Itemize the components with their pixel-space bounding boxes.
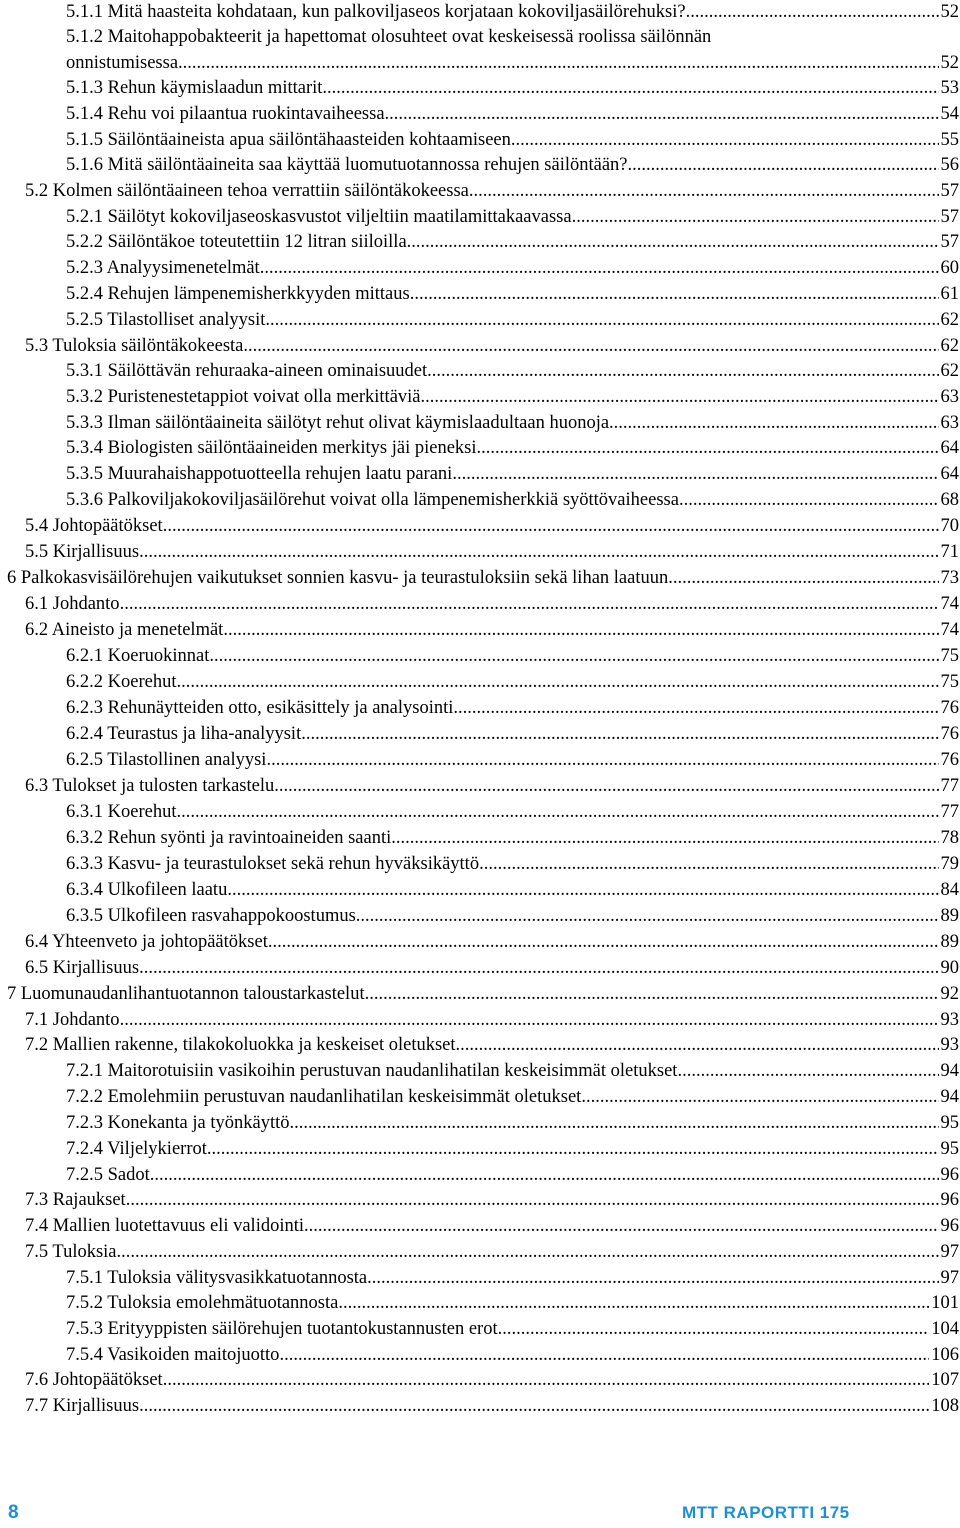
toc-entry-page: 76 xyxy=(940,698,959,718)
toc-entry-page: 74 xyxy=(940,620,959,640)
toc-entry[interactable] xyxy=(66,0,959,24)
toc-entry-title: 7 Luomunaudanlihantuotannon taloustarkastelut xyxy=(7,984,365,1004)
toc-leader xyxy=(469,179,939,203)
toc-leader xyxy=(266,748,938,772)
toc-leader xyxy=(126,1188,939,1212)
toc-entry-page: 95 xyxy=(940,1113,959,1133)
toc-entry-title[interactable]: 5.1.2 Maitohappobakteerit ja hapettomat olosuhteet ovat keskeisessä roolissa säilönnän xyxy=(66,27,712,47)
toc-entry-page: 76 xyxy=(940,750,959,770)
toc-entry-title: 5.2.1 Säilötyt kokoviljaseoskasvustot viljeltiin maatilamittakaavassa xyxy=(66,207,572,227)
toc-entry[interactable] xyxy=(66,670,959,694)
toc-entry[interactable] xyxy=(25,334,959,358)
toc-leader xyxy=(686,0,939,24)
toc-entry[interactable] xyxy=(25,540,959,564)
toc-entry[interactable] xyxy=(25,1008,959,1032)
toc-entry-page: 64 xyxy=(940,438,959,458)
toc-leader xyxy=(301,722,938,746)
toc-entry-page: 57 xyxy=(940,232,959,252)
toc-entry-page: 56 xyxy=(940,155,959,175)
toc-entry-title: 6.3.3 Kasvu- ja teurastulokset sekä rehun hyväksikäyttö xyxy=(66,854,480,874)
toc-entry-page: 61 xyxy=(940,284,959,304)
toc-entry-page: 73 xyxy=(940,568,959,588)
toc-entry-page: 63 xyxy=(940,413,959,433)
footer-page-number: 8 xyxy=(8,1502,19,1523)
toc-entry-page: 70 xyxy=(940,516,959,536)
toc-entry[interactable] xyxy=(66,644,959,668)
toc-entry-title: 5.3.2 Puristenestetappiot voivat olla merkittäviä xyxy=(66,387,421,407)
toc-entry-page: 95 xyxy=(940,1139,959,1159)
toc-leader xyxy=(581,1085,938,1109)
toc-leader xyxy=(385,102,939,126)
toc-entry-title: 5.3.5 Muurahaishappotuotteella rehujen laatu parani xyxy=(66,464,453,484)
toc-entry[interactable] xyxy=(66,1343,959,1367)
toc-entry-page: 54 xyxy=(940,104,959,124)
toc-entry-page: 62 xyxy=(940,310,959,330)
toc-leader xyxy=(227,878,938,902)
toc-entry-title: 6.3.4 Ulkofileen laatu xyxy=(66,880,228,900)
toc-entry[interactable] xyxy=(66,205,959,229)
toc-entry-title: 7.5 Tuloksia xyxy=(25,1242,117,1262)
toc-entry[interactable] xyxy=(66,1085,959,1109)
toc-entry-page: 96 xyxy=(940,1165,959,1185)
toc-entry[interactable] xyxy=(25,1033,959,1057)
toc-entry[interactable] xyxy=(66,385,959,409)
toc-leader xyxy=(679,488,939,512)
toc-leader xyxy=(268,930,939,954)
toc-leader xyxy=(609,411,938,435)
toc-entry-page: 62 xyxy=(940,336,959,356)
toc-entry[interactable] xyxy=(25,618,959,642)
toc-entry[interactable] xyxy=(66,128,959,152)
toc-leader xyxy=(498,1317,930,1341)
toc-entry[interactable] xyxy=(25,1394,959,1418)
toc-leader xyxy=(163,514,939,538)
toc-entry-title: 5.1.5 Säilöntäaineista apua säilöntähaasteiden kohtaamiseen xyxy=(66,130,511,150)
toc-entry-title: 7.5.2 Tuloksia emolehmätuotannosta xyxy=(66,1293,339,1313)
toc-entry-title: 5.1.1 Mitä haasteita kohdataan, kun palkoviljaseos korjataan kokoviljasäilörehuksi? xyxy=(66,2,686,22)
toc-leader xyxy=(322,76,938,100)
toc-entry-page: 96 xyxy=(940,1190,959,1210)
footer-series-title: MTT RAPORTTI 175 xyxy=(682,1503,850,1522)
toc-entry-page: 89 xyxy=(940,906,959,926)
toc-entry-title: 5.4 Johtopäätökset xyxy=(25,516,163,536)
toc-entry[interactable] xyxy=(66,436,959,460)
toc-entry-page: 89 xyxy=(940,932,959,952)
toc-leader xyxy=(427,359,938,383)
toc-entry[interactable] xyxy=(25,179,959,203)
toc-entry[interactable] xyxy=(66,256,959,280)
toc-leader xyxy=(207,1137,939,1161)
toc-entry-page: 68 xyxy=(940,490,959,510)
toc-entry[interactable] xyxy=(66,488,959,512)
toc-leader xyxy=(139,540,938,564)
toc-entry-title: 7.5.1 Tuloksia välitysvasikkatuotannosta xyxy=(66,1268,368,1288)
toc-entry-page: 52 xyxy=(940,53,959,73)
toc-leader xyxy=(139,1394,929,1418)
toc-entry-page: 52 xyxy=(940,2,959,22)
toc-leader xyxy=(367,1266,938,1290)
toc-entry-title: 5.3.4 Biologisten säilöntäaineiden merkitys jäi pieneksi xyxy=(66,438,477,458)
toc-entry-title: 5.3 Tuloksia säilöntäkokeesta xyxy=(25,336,244,356)
toc-entry[interactable] xyxy=(25,592,959,616)
toc-entry[interactable] xyxy=(25,1188,959,1212)
toc-entry-title: 6.4 Yhteenveto ja johtopäätökset xyxy=(25,932,268,952)
toc-leader xyxy=(572,205,939,229)
toc-entry-title: 5.1.6 Mitä säilöntäaineita saa käyttää luomutuotannossa rehujen säilöntään? xyxy=(66,155,628,175)
toc-leader xyxy=(274,774,938,798)
toc-entry-title: 7.2.2 Emolehmiin perustuvan naudanlihatilan keskeisimmät oletukset xyxy=(66,1087,582,1107)
toc-leader xyxy=(677,1059,938,1083)
toc-entry-page: 76 xyxy=(940,724,959,744)
toc-entry-page: 92 xyxy=(940,984,959,1004)
toc-entry[interactable] xyxy=(66,1266,959,1290)
toc-entry-title: 6.2.4 Teurastus ja liha-analyysit xyxy=(66,724,302,744)
toc-entry-title: 5.3.6 Palkoviljakokoviljasäilörehut voivat olla lämpenemisherkkiä syöttövaiheessa xyxy=(66,490,679,510)
toc-entry[interactable] xyxy=(66,696,959,720)
toc-leader xyxy=(176,670,938,694)
toc-entry[interactable] xyxy=(66,102,959,126)
toc-entry-title: 6.3.2 Rehun syönti ja ravintoaineiden saanti xyxy=(66,828,392,848)
toc-entry[interactable] xyxy=(66,852,959,876)
toc-entry-page: 94 xyxy=(940,1061,959,1081)
toc-entry-title: 5.2.5 Tilastolliset analyysit xyxy=(66,310,266,330)
toc-leader xyxy=(260,256,939,280)
toc-leader xyxy=(279,1343,929,1367)
toc-entry-title: 5.3.3 Ilman säilöntäaineita säilötyt rehut olivat käymislaadultaan huonoja xyxy=(66,413,610,433)
toc-entry-title: 6.5 Kirjallisuus xyxy=(25,958,140,978)
toc-entry[interactable] xyxy=(66,462,959,486)
toc-leader xyxy=(150,1163,939,1187)
toc-entry[interactable] xyxy=(66,826,959,850)
toc-entry-page: 79 xyxy=(940,854,959,874)
toc-entry[interactable] xyxy=(66,359,959,383)
toc-entry-page: 57 xyxy=(940,181,959,201)
toc-entry-title: 7.5.3 Erityyppisten säilörehujen tuotantokustannusten erot xyxy=(66,1319,498,1339)
toc-leader xyxy=(453,696,938,720)
toc-entry-title: 7.2.3 Konekanta ja työnkäyttö xyxy=(66,1113,290,1133)
toc-entry-title: 6 Palkokasvisäilörehujen vaikutukset sonnien kasvu- ja teurastuloksiin sekä lihan laatuun xyxy=(7,568,669,588)
toc-entry-title-continuation: onnistumisessa xyxy=(66,53,179,73)
toc-entry[interactable] xyxy=(25,1368,959,1392)
toc-entry[interactable] xyxy=(66,748,959,772)
toc-leader xyxy=(209,644,938,668)
toc-entry-page: 74 xyxy=(940,594,959,614)
toc-leader xyxy=(479,852,938,876)
toc-entry[interactable] xyxy=(66,308,959,332)
toc-entry[interactable] xyxy=(25,956,959,980)
toc-entry-title: 5.1.3 Rehun käymislaadun mittarit xyxy=(66,78,323,98)
toc-entry[interactable] xyxy=(66,1291,959,1315)
toc-entry-page: 104 xyxy=(931,1319,959,1339)
toc-leader xyxy=(163,1368,930,1392)
toc-entry[interactable] xyxy=(66,230,959,254)
toc-entry-title: 5.2.3 Analyysimenetelmät xyxy=(66,258,260,278)
toc-entry-page: 107 xyxy=(931,1370,959,1390)
toc-entry-page: 84 xyxy=(940,880,959,900)
toc-entry-title: 7.4 Mallien luotettavuus eli validointi xyxy=(25,1216,304,1236)
toc-entry[interactable] xyxy=(66,904,959,928)
toc-entry-page: 75 xyxy=(940,646,959,666)
toc-entry-page: 93 xyxy=(940,1035,959,1055)
toc-entry-title: 5.2 Kolmen säilöntäaineen tehoa verrattiin säilöntäkokeessa xyxy=(25,181,469,201)
toc-leader xyxy=(365,982,939,1006)
toc-entry-title: 6.3.1 Koerehut xyxy=(66,802,177,822)
toc-entry-title: 6.2.1 Koeruokinnat xyxy=(66,646,210,666)
toc-entry-page: 75 xyxy=(940,672,959,692)
toc-leader xyxy=(628,153,939,177)
toc-entry-title: 7.2.5 Sadot xyxy=(66,1165,150,1185)
toc-leader xyxy=(452,462,938,486)
toc-entry-page: 64 xyxy=(940,464,959,484)
toc-entry-title: 7.2.1 Maitorotuisiin vasikoihin perustuvan naudanlihatilan keskeisimmät oletukset xyxy=(66,1061,678,1081)
toc-entry-page: 94 xyxy=(940,1087,959,1107)
toc-entry-page: 77 xyxy=(940,802,959,822)
toc-entry[interactable] xyxy=(66,1137,959,1161)
toc-entry-page: 63 xyxy=(940,387,959,407)
toc-entry-title: 6.2.5 Tilastollinen analyysi xyxy=(66,750,267,770)
toc-entry-page: 55 xyxy=(940,130,959,150)
toc-entry-title: 6.2 Aineisto ja menetelmät xyxy=(25,620,224,640)
toc-entry-page: 77 xyxy=(940,776,959,796)
toc-entry-title: 5.2.2 Säilöntäkoe toteutettiin 12 litran siiloilla xyxy=(66,232,407,252)
toc-leader xyxy=(477,436,939,460)
toc-entry-page: 90 xyxy=(940,958,959,978)
toc-leader xyxy=(178,51,938,75)
toc-leader xyxy=(120,592,939,616)
toc-entry-page: 60 xyxy=(940,258,959,278)
toc-entry-title: 6.1 Johdanto xyxy=(25,594,120,614)
toc-entry[interactable] xyxy=(7,982,959,1006)
toc-leader xyxy=(338,1291,929,1315)
toc-leader xyxy=(407,230,939,254)
toc-entry-page: 96 xyxy=(940,1216,959,1236)
toc-leader xyxy=(139,956,938,980)
toc-leader xyxy=(391,826,938,850)
toc-entry[interactable] xyxy=(66,1111,959,1135)
toc-entry-title: 5.5 Kirjallisuus xyxy=(25,542,140,562)
toc-entry-page: 108 xyxy=(931,1396,959,1416)
toc-entry-title: 6.2.3 Rehunäytteiden otto, esikäsittely ja analysointi xyxy=(66,698,454,718)
toc-entry[interactable] xyxy=(7,566,959,590)
toc-entry[interactable] xyxy=(66,1317,959,1341)
toc-entry-page: 97 xyxy=(940,1268,959,1288)
toc-entry[interactable] xyxy=(25,930,959,954)
toc-entry-title: 6.2.2 Koerehut xyxy=(66,672,177,692)
toc-entry[interactable] xyxy=(66,722,959,746)
toc-entry-title: 7.1 Johdanto xyxy=(25,1010,120,1030)
toc-leader xyxy=(511,128,939,152)
toc-entry-title: 5.3.1 Säilöttävän rehuraaka-aineen ominaisuudet xyxy=(66,361,428,381)
toc-entry-title: 6.3.5 Ulkofileen rasvahappokoostumus xyxy=(66,906,356,926)
toc-entry[interactable] xyxy=(25,774,959,798)
toc-entry-page: 101 xyxy=(931,1293,959,1313)
toc-entry[interactable] xyxy=(25,514,959,538)
toc-entry-page: 106 xyxy=(931,1345,959,1365)
toc-entry-title: 7.5.4 Vasikoiden maitojuotto xyxy=(66,1345,280,1365)
toc-leader xyxy=(290,1111,939,1135)
toc-entry-title: 7.7 Kirjallisuus xyxy=(25,1396,140,1416)
toc-entry[interactable] xyxy=(66,1059,959,1083)
toc-entry[interactable] xyxy=(66,800,959,824)
toc-entry[interactable] xyxy=(66,1163,959,1187)
toc-entry-page: 78 xyxy=(940,828,959,848)
toc-entry-title: 7.2.4 Viljelykierrot xyxy=(66,1139,207,1159)
toc-entry-page: 71 xyxy=(940,542,959,562)
toc-leader xyxy=(421,385,939,409)
toc-leader xyxy=(265,308,938,332)
toc-entry-title: 6.3 Tulokset ja tulosten tarkastelu xyxy=(25,776,275,796)
toc-leader xyxy=(410,282,939,306)
toc-entry-page: 57 xyxy=(940,207,959,227)
toc-entry[interactable] xyxy=(25,1214,959,1238)
toc-entry-title: 7.3 Rajaukset xyxy=(25,1190,126,1210)
toc-entry[interactable] xyxy=(66,282,959,306)
toc-entry-title: 7.2 Mallien rakenne, tilakokoluokka ja keskeiset oletukset xyxy=(25,1035,456,1055)
toc-entry[interactable] xyxy=(66,51,959,75)
toc-entry[interactable] xyxy=(25,1240,959,1264)
toc-leader xyxy=(223,618,938,642)
toc-entry-title: 5.2.4 Rehujen lämpenemisherkkyyden mittaus xyxy=(66,284,410,304)
toc-leader xyxy=(176,800,938,824)
toc-entry[interactable] xyxy=(66,878,959,902)
toc-entry-page: 93 xyxy=(940,1010,959,1030)
toc-leader xyxy=(304,1214,939,1238)
toc-entry-page: 97 xyxy=(940,1242,959,1262)
toc-entry-page: 53 xyxy=(940,78,959,98)
toc-entry[interactable] xyxy=(66,153,959,177)
toc-leader xyxy=(243,334,938,358)
toc-entry[interactable] xyxy=(66,76,959,100)
toc-entry-page: 62 xyxy=(940,361,959,381)
toc-entry-title: 5.1.4 Rehu voi pilaantua ruokintavaiheessa xyxy=(66,104,385,124)
toc-entry-title: 7.6 Johtopäätökset xyxy=(25,1370,163,1390)
toc-leader xyxy=(356,904,939,928)
toc-leader xyxy=(120,1008,939,1032)
toc-entry[interactable] xyxy=(66,411,959,435)
toc-leader xyxy=(117,1240,939,1264)
toc-leader xyxy=(668,566,938,590)
toc-leader xyxy=(456,1033,939,1057)
